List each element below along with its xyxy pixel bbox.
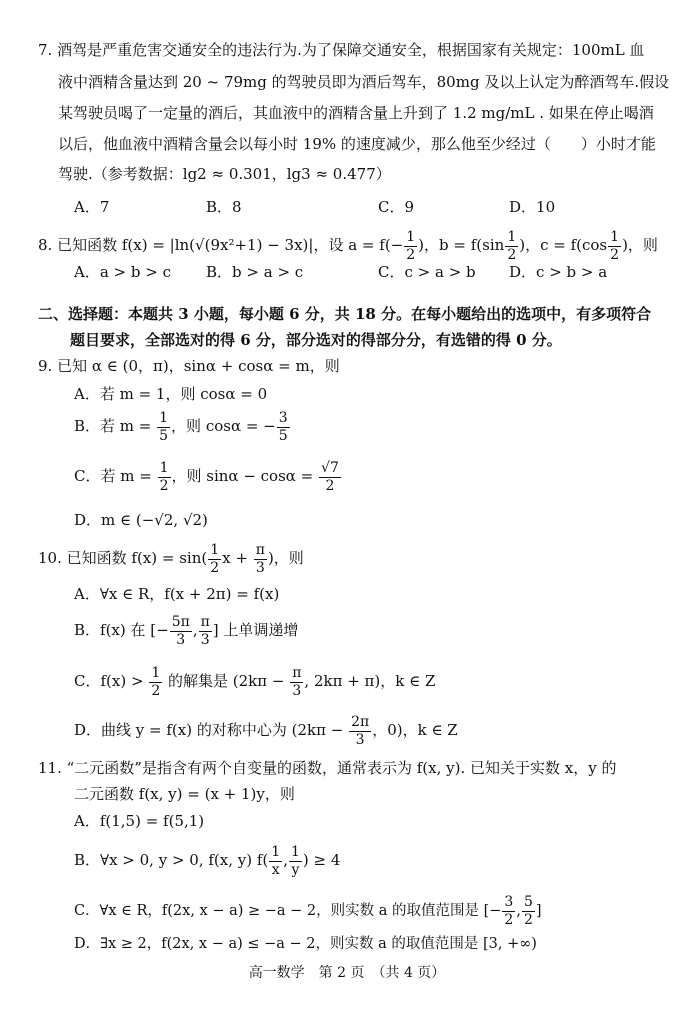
q9-option-c: C．若 m = $\frac{1}{2}$ ，则 sinα − cosα = $\frac{√7}{2}$	[74, 459, 339, 494]
q11-line-1: 11. “二元函数”是指含有两个自变量的函数，通常表示为 f(x, y). 已知关于实数 x，y 的	[38, 759, 617, 777]
page-footer: 高一数学 第 2 页 （共 4 页）	[248, 965, 446, 981]
section2-heading-line-1: 二、选择题：本题共 3 小题，每小题 6 分，共 18 分。在每小题给出的选项中，有多项符合	[38, 305, 652, 323]
q7-line-4: 以后，他血液中酒精含量会以每小时 19% 的速度减少，那么他至少经过（ ）小时才能	[58, 135, 656, 153]
q7-option-c: C．9	[378, 198, 415, 216]
q10-option-b: B．f(x) 在 [− $\frac{5\pi}{3}$ , $\frac{\pi}{3}$ ] 上单调递增	[74, 613, 299, 648]
q11-option-a: A．f(1,5) = f(5,1)	[74, 812, 205, 830]
q7-line-1: 7. 酒驾是严重危害交通安全的违法行为.为了保障交通安全，根据国家有关规定：100mL 血	[38, 41, 645, 59]
q8-a-frac: $\frac{1}{2}$	[406, 228, 416, 263]
q8-b-frac: $\frac{1}{2}$	[507, 228, 517, 263]
q11-option-c: C．∀x ∈ R，f(2x, x − a) ≥ −a − 2，则实数 a 的取值范围是 [− $\frac{3}{2}$ , $\frac{5}{2}$ ]	[74, 893, 542, 928]
q8-lead: 8. 已知函数 f(x) =	[38, 236, 170, 254]
q8-b-def: b = f(sin	[439, 236, 505, 254]
q7-option-a: A．7	[74, 198, 110, 216]
q8-option-c: C．c > a > b	[378, 263, 476, 281]
section2-heading-line-2: 题目要求，全部选对的得 6 分，部分选对的得部分分，有选错的得 0 分。	[70, 331, 562, 349]
q10-option-c: C．f(x) > $\frac{1}{2}$ 的解集是 (2kπ − $\frac{\pi}{3}$ , 2kπ + π)，k ∈ Z	[74, 664, 436, 699]
q8-c-def: c = f(cos	[540, 236, 608, 254]
q9-option-a: A．若 m = 1，则 cosα = 0	[74, 385, 268, 403]
q10-option-d: D．曲线 y = f(x) 的对称中心为 (2kπ − $\frac{2\pi}{3}$ ，0)，k ∈ Z	[74, 713, 458, 748]
q10-stem: 10. 已知函数 f(x) = sin( $\frac{1}{2}$ x + $\frac{\pi}{3}$ )，则	[38, 541, 304, 576]
q9-option-b: B．若 m = $\frac{1}{5}$ ，则 cosα = − $\frac{3}{5}$	[74, 409, 288, 444]
q7-option-b: B．8	[206, 198, 242, 216]
q8-option-a: A．a > b > c	[74, 263, 171, 281]
q8-c-frac: $\frac{1}{2}$	[610, 228, 620, 263]
q8-expr: |ln(√(9x²+1) − 3x)|	[169, 236, 314, 254]
q9-stem: 9. 已知 α ∈ (0，π)，sinα + cosα = m，则	[38, 357, 340, 375]
q7-line-2: 液中酒精含量达到 20 ~ 79mg 的驾驶员即为酒后驾车，80mg 及以上认定为醉酒驾车.假设	[58, 73, 670, 91]
q8-a-def: ，设 a = f(−	[313, 236, 404, 254]
q10-option-a: A．∀x ∈ R，f(x + 2π) = f(x)	[74, 585, 280, 603]
q11-option-b: B．∀x > 0, y > 0, f(x, y) f( $\frac{1}{x}$ , $\frac{1}{y}$ ) ≥ 4	[74, 843, 341, 878]
q8-option-b: B．b > a > c	[206, 263, 304, 281]
q7-line-5: 驾驶.（参考数据：lg2 ≈ 0.301，lg3 ≈ 0.477）	[58, 165, 391, 183]
q11-option-d: D．∃x ≥ 2，f(2x, x − a) ≤ −a − 2，则实数 a 的取值范围是 [3, +∞)	[74, 936, 537, 952]
q7-option-d: D．10	[509, 198, 556, 216]
q9-option-d: D．m ∈ (−√2, √2)	[74, 511, 208, 529]
q8-stem: 8. 已知函数 f(x) = |ln(√(9x²+1) − 3x)|，设 a = f(− $\frac{1}{2}$ )，b = f(sin $\frac{1}{2}$ )，c = f(cos $\frac{1}{2}$ )，则	[38, 228, 658, 263]
q7-line-3: 某驾驶员喝了一定量的酒后，其血液中的酒精含量上升到了 1.2 mg/mL . 如果在停止喝酒	[58, 104, 654, 122]
q8-option-d: D．c > b > a	[509, 263, 608, 281]
q11-line-2: 二元函数 f(x, y) = (x + 1)y，则	[74, 785, 295, 803]
